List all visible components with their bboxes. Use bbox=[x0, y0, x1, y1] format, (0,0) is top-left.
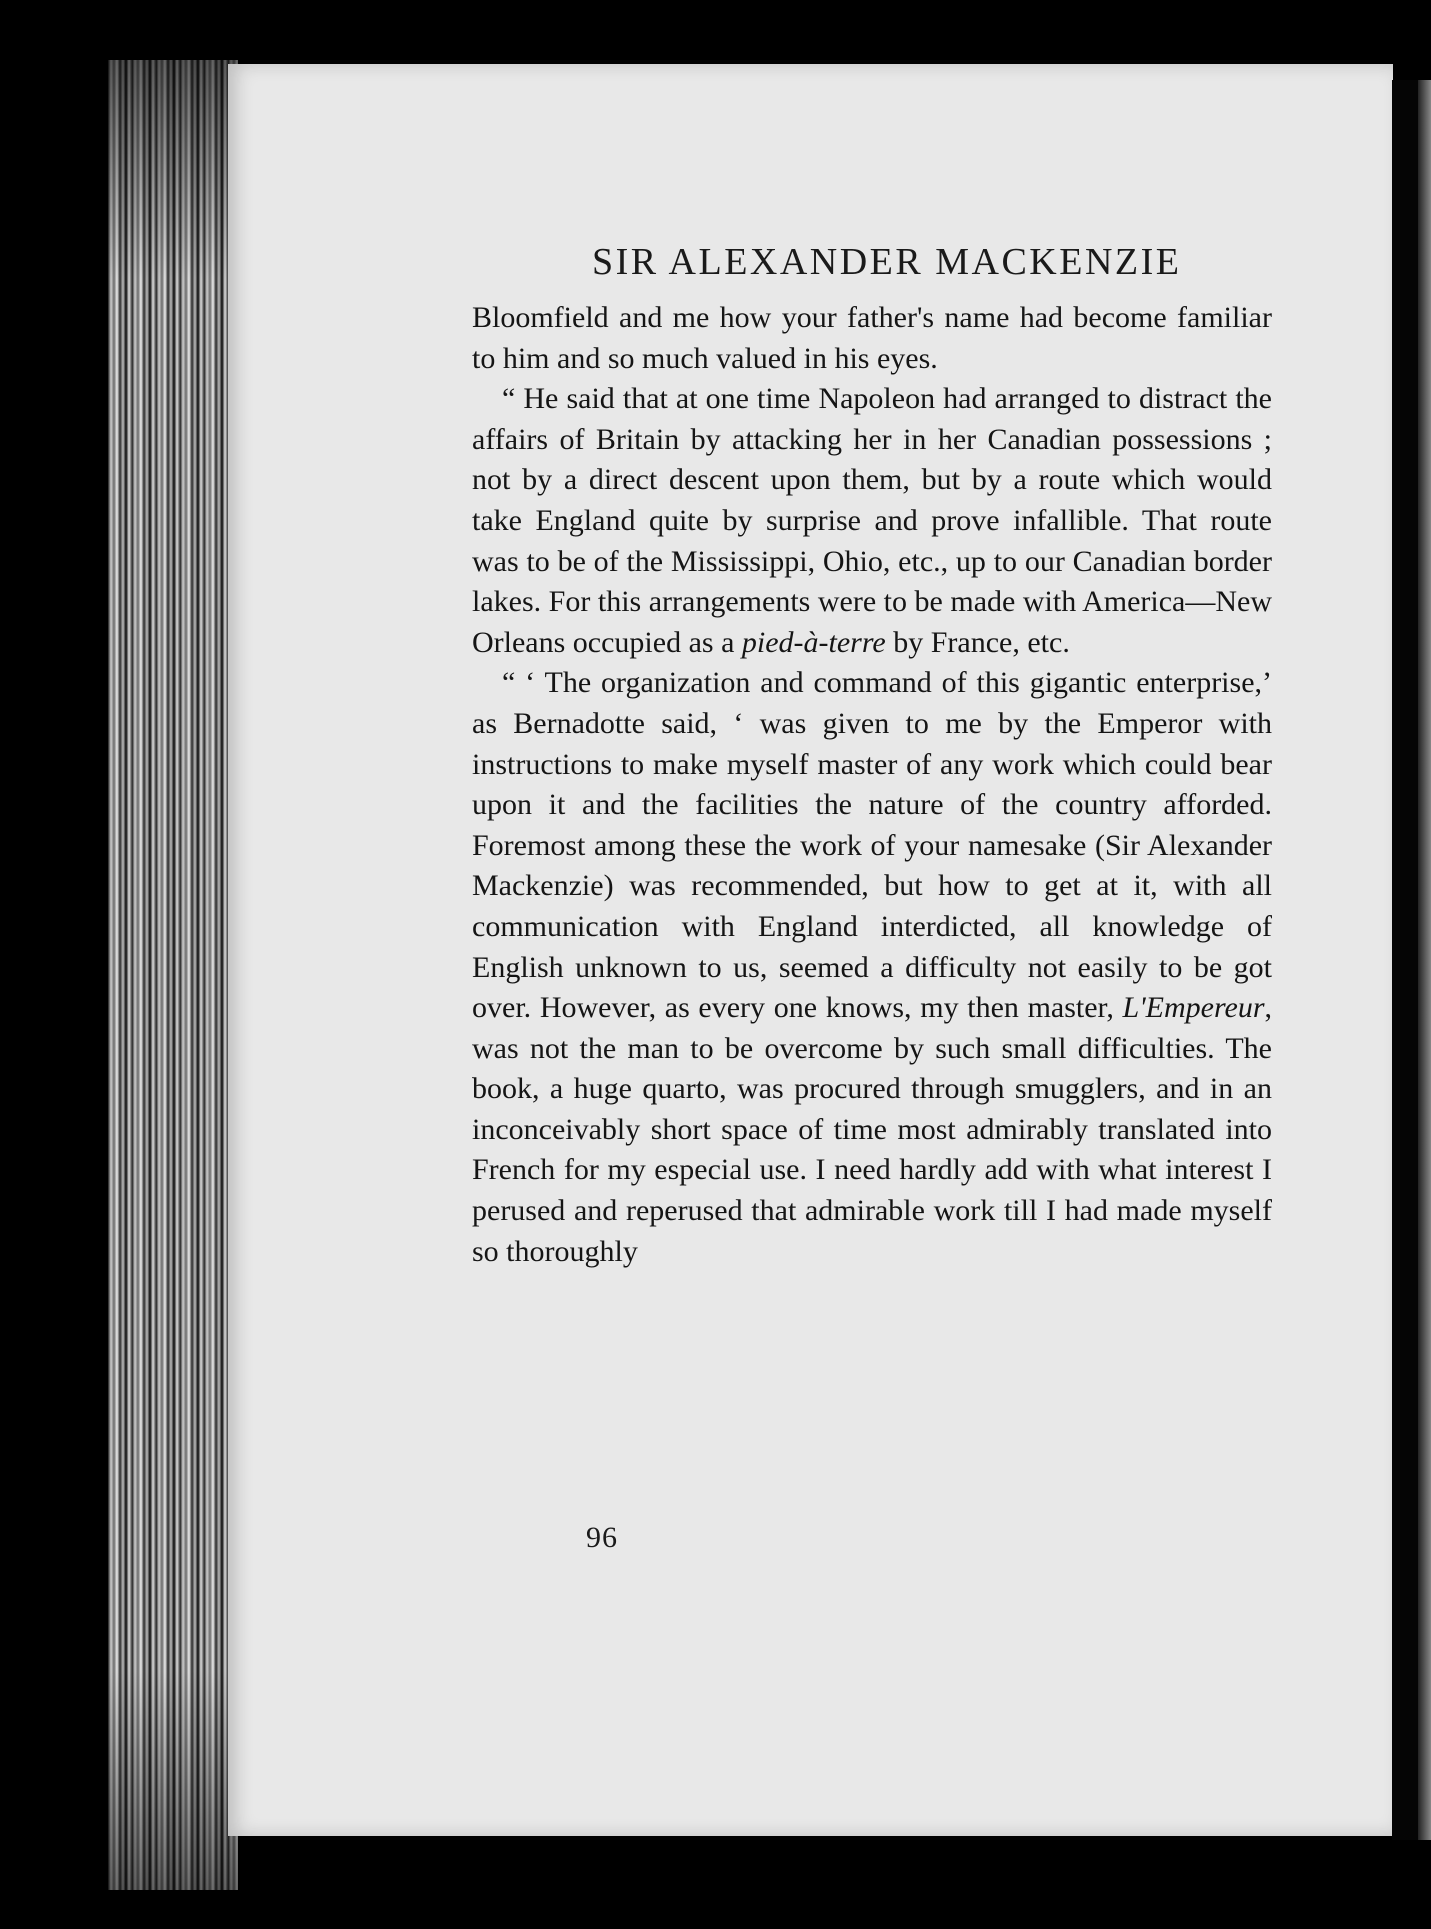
italic-phrase: L'Empereur bbox=[1122, 991, 1265, 1025]
paragraph-text: “ ‘ The organization and command of this gigantic enterprise,’ as Bernadotte said, ‘ was given to me by the Emperor with instructions to make myself master of any work which could bear upon it and the facilities the nature of the country afforded. Foremost among these the work of your namesake (Sir Alexander Mackenzie) was recommended, but how to get at it, with all communication with England interdicted, all knowledge of English unknown to us, seemed a difficulty not easily to be got over. However, as every one knows, my then master, bbox=[472, 666, 1272, 1025]
paragraph-text: , was not the man to be overcome by such small difficulties. The book, a huge quarto, was procured through smugglers, and in an inconceivably short space of time most admirably translated into French for my especial use. I need hardly add with what interest I perused and reperused that admirable work till I had made myself so thoroughly bbox=[472, 991, 1272, 1268]
paragraph-1 bbox=[472, 298, 1272, 379]
paragraph-text: Bloomfield and me how your father's name had become familiar to him and so much valued in his eyes. bbox=[472, 301, 1272, 375]
italic-phrase: pied-à-terre bbox=[741, 625, 886, 659]
paragraph-2 bbox=[472, 379, 1272, 663]
running-head: SIR ALEXANDER MACKENZIE bbox=[592, 241, 1182, 283]
body-text bbox=[472, 298, 1272, 1272]
paragraph-text: by France, etc. bbox=[885, 625, 1070, 659]
page-edge-stack bbox=[108, 60, 238, 1890]
paragraph-3 bbox=[472, 663, 1272, 1272]
paragraph-text: “ He said that at one time Napoleon had arranged to distract the affairs of Britain by attacking her in her Canadian possessions ; not by a direct descent upon them, but by a route which would take England quite by surprise and prove infallible. That route was to be of the Mississippi, Ohio, etc., up to our Canadian border lakes. For this arrangements were to be made with America—New Orleans occupied as a bbox=[472, 382, 1272, 659]
next-page-edge bbox=[1418, 80, 1431, 1840]
page-number: 96 bbox=[586, 1521, 618, 1554]
